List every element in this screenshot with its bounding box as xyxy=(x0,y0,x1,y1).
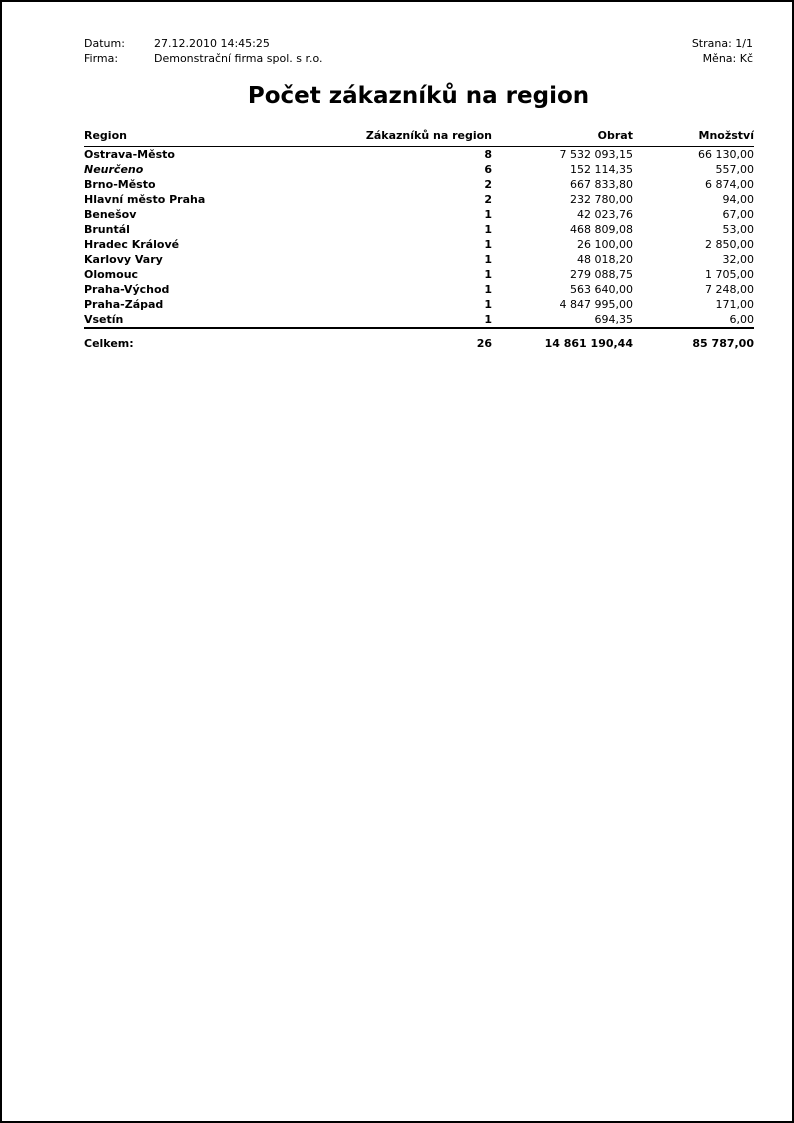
obrat-cell: 48 018,20 xyxy=(577,253,633,266)
mnozstvi-cell: 6,00 xyxy=(729,313,754,326)
region-cell: Karlovy Vary xyxy=(84,253,163,266)
mnozstvi-cell: 557,00 xyxy=(715,163,754,176)
total-row xyxy=(84,328,754,351)
table-body xyxy=(84,147,754,329)
customers-cell: 1 xyxy=(484,313,492,326)
customers-cell: 2 xyxy=(484,193,492,206)
customers-cell: 8 xyxy=(484,148,492,161)
column-header-mnozstvi: Množství xyxy=(633,128,754,147)
report-content xyxy=(2,2,792,351)
total-obrat: 14 861 190,44 xyxy=(492,328,633,351)
table-row xyxy=(84,312,754,328)
customers-cell: 1 xyxy=(484,223,492,236)
table-row xyxy=(84,192,754,207)
customers-cell: 1 xyxy=(484,253,492,266)
table-footer xyxy=(84,328,754,351)
table-row xyxy=(84,147,754,163)
table-row xyxy=(84,162,754,177)
mnozstvi-cell: 67,00 xyxy=(722,208,754,221)
customers-cell: 1 xyxy=(484,208,492,221)
customers-cell: 1 xyxy=(484,268,492,281)
mnozstvi-cell: 171,00 xyxy=(715,298,754,311)
obrat-cell: 667 833,80 xyxy=(570,178,633,191)
customers-cell: 1 xyxy=(484,298,492,311)
region-cell: Benešov xyxy=(84,208,137,221)
region-cell: Neurčeno xyxy=(84,163,144,176)
mnozstvi-cell: 32,00 xyxy=(722,253,754,266)
table-row xyxy=(84,267,754,282)
obrat-cell: 563 640,00 xyxy=(570,283,633,296)
table-row xyxy=(84,237,754,252)
customers-cell: 2 xyxy=(484,178,492,191)
mnozstvi-cell: 53,00 xyxy=(722,223,754,236)
date-label: Datum: xyxy=(84,37,125,50)
obrat-cell: 7 532 093,15 xyxy=(559,148,633,161)
mnozstvi-cell: 2 850,00 xyxy=(705,238,754,251)
table-row xyxy=(84,282,754,297)
mnozstvi-cell: 66 130,00 xyxy=(698,148,754,161)
customers-cell: 1 xyxy=(484,283,492,296)
total-label: Celkem: xyxy=(84,328,346,351)
region-customers-table xyxy=(84,128,754,351)
total-customers: 26 xyxy=(346,328,492,351)
obrat-cell: 468 809,08 xyxy=(570,223,633,236)
page-title: Počet zákazníků na region xyxy=(247,83,590,109)
region-cell: Praha-Východ xyxy=(84,283,170,296)
obrat-cell: 232 780,00 xyxy=(570,193,633,206)
region-cell: Brno-Město xyxy=(84,178,156,191)
region-cell: Ostrava-Město xyxy=(84,148,175,161)
region-cell: Hradec Králové xyxy=(84,238,180,251)
table-row xyxy=(84,177,754,192)
company-value: Demonstrační firma spol. s r.o. xyxy=(154,52,323,65)
company-label: Firma: xyxy=(84,52,119,65)
obrat-cell: 42 023,76 xyxy=(577,208,633,221)
obrat-cell: 279 088,75 xyxy=(570,268,633,281)
obrat-cell: 4 847 995,00 xyxy=(559,298,633,311)
page-number: Strana: 1/1 xyxy=(691,37,753,50)
table-row xyxy=(84,207,754,222)
region-cell: Hlavní město Praha xyxy=(84,193,206,206)
page-header-right xyxy=(692,36,753,66)
column-header-region: Region xyxy=(84,128,346,147)
page-header xyxy=(84,36,753,66)
table-header xyxy=(84,128,754,147)
customers-cell: 6 xyxy=(484,163,492,176)
currency: Měna: Kč xyxy=(702,52,753,65)
column-header-customers: Zákazníků na region xyxy=(346,128,492,147)
region-cell: Bruntál xyxy=(84,223,130,236)
obrat-cell: 694,35 xyxy=(594,313,633,326)
table-row xyxy=(84,252,754,267)
mnozstvi-cell: 7 248,00 xyxy=(705,283,754,296)
column-header-obrat: Obrat xyxy=(492,128,633,147)
table-row xyxy=(84,297,754,312)
region-cell: Praha-Západ xyxy=(84,298,164,311)
table-row xyxy=(84,222,754,237)
customers-cell: 1 xyxy=(484,238,492,251)
region-cell: Olomouc xyxy=(84,268,139,281)
mnozstvi-cell: 6 874,00 xyxy=(705,178,754,191)
obrat-cell: 152 114,35 xyxy=(570,163,633,176)
mnozstvi-cell: 94,00 xyxy=(722,193,754,206)
mnozstvi-cell: 1 705,00 xyxy=(705,268,754,281)
region-cell: Vsetín xyxy=(84,313,124,326)
table-header-row xyxy=(84,128,754,147)
date-value: 27.12.2010 14:45:25 xyxy=(154,37,270,50)
total-mnozstvi: 85 787,00 xyxy=(633,328,754,351)
obrat-cell: 26 100,00 xyxy=(577,238,633,251)
page-header-left xyxy=(84,36,323,66)
